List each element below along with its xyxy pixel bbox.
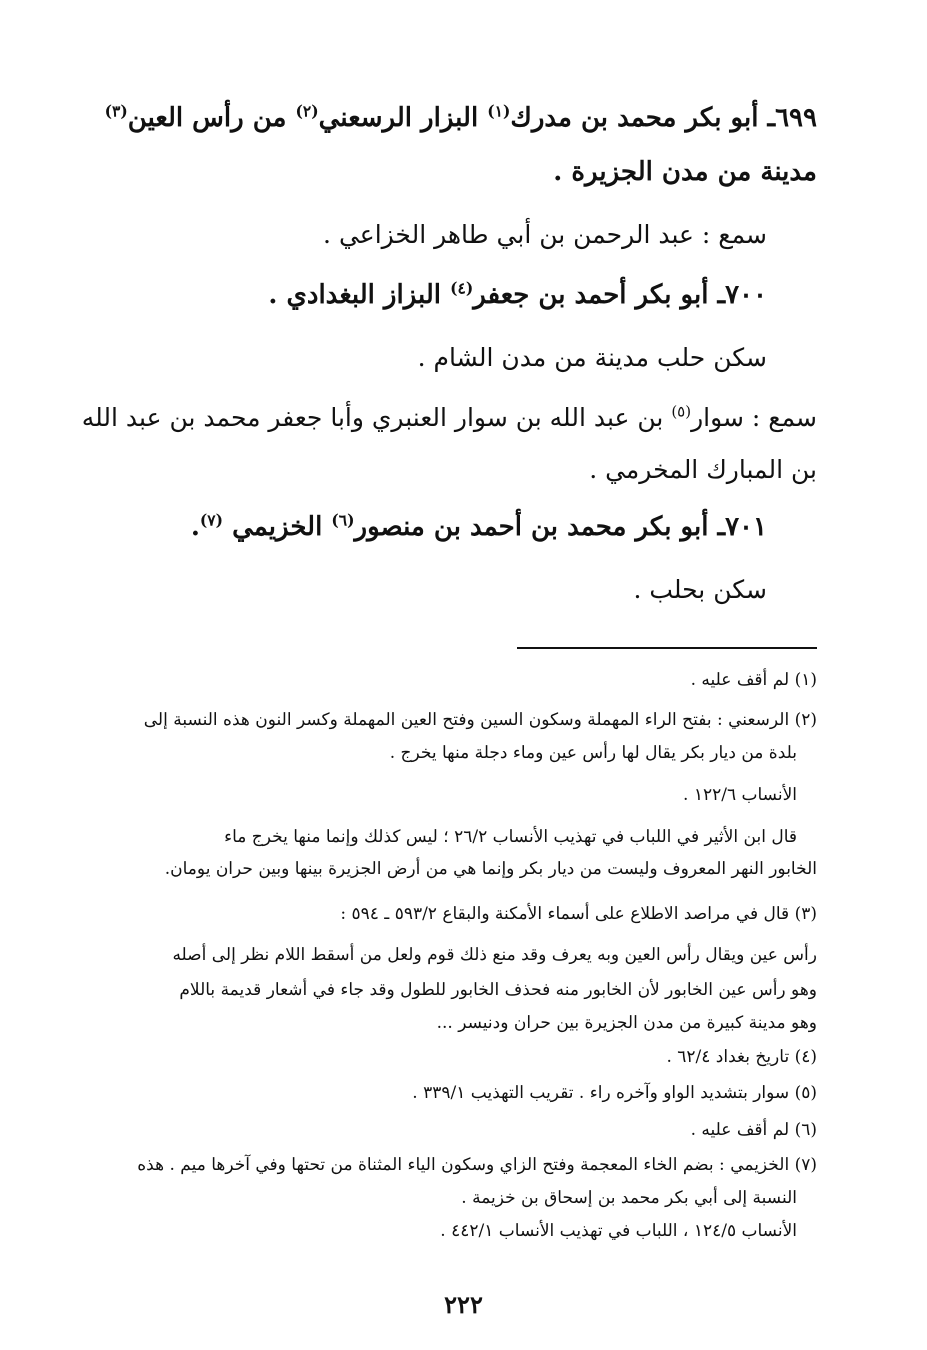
entry-text: سمع : سوار bbox=[691, 403, 817, 432]
footnote-1: (١) لم أقف عليه . bbox=[690, 670, 817, 690]
footnote-5: (٥) سوار بتشديد الواو وآخره راء . تقريب التهذيب ٣٣٩/١ . bbox=[412, 1083, 817, 1103]
footnote-4: (٤) تاريخ بغداد ٦٢/٤ . bbox=[666, 1047, 817, 1067]
footnote-7: (٧) الخزيمي : بضم الخاء المعجمة وفتح الزاي وسكون الياء المثناة من تحتها وفي آخرها ميم . هذه bbox=[137, 1155, 817, 1175]
footnote-ref: (٧) bbox=[199, 510, 224, 530]
footnote-3-quote-1: رأس عين ويقال رأس العين وبه يعرف وقد منع ذلك قوم ولعل من أسقط اللام نظر إلى أصله bbox=[172, 945, 817, 965]
footnote-3: (٣) قال في مراصد الاطلاع على أسماء الأمكنة والبقاع ٥٩٣/٢ ـ ٥٩٤ : bbox=[340, 904, 817, 924]
footnote-2-source: الأنساب ١٢٢/٦ . bbox=[683, 785, 797, 805]
entry-number: ٧٠٠ bbox=[725, 280, 767, 310]
footnote-3-quote-2: وهو رأس عين الخابور لأن الخابور منه فحذف الخابور للطول وقد جاء في أشعار قديمة باللام bbox=[179, 980, 817, 1000]
entry-text: الخزيمي bbox=[223, 512, 332, 542]
entry-701-heading: ٧٠١ـ أبو بكر محمد بن أحمد بن منصور$^{(٦)}$ الخزيمي $^{(٧)}$. bbox=[190, 510, 767, 542]
footnote-ref: (٤) bbox=[450, 278, 474, 298]
footnote-separator bbox=[517, 647, 817, 649]
entry-text: أبو بكر أحمد بن جعفر bbox=[473, 280, 709, 310]
entry-700-heard bbox=[82, 403, 817, 432]
footnote-ref: (١) bbox=[487, 101, 511, 121]
footnote-2: (٢) الرسعني : بفتح الراء المهملة وسكون السين وفتح العين المهملة وكسر النون هذه النسبة إلى bbox=[143, 710, 817, 730]
entry-701-lived: سكن بحلب . bbox=[633, 575, 767, 604]
entry-text: بن عبد الله بن سوار العنبري وأبا جعفر محمد بن عبد الله bbox=[81, 403, 672, 432]
entry-text: أبو بكر محمد بن أحمد بن منصور bbox=[354, 512, 709, 542]
entry-text: أبو بكر محمد بن مدرك bbox=[510, 103, 759, 133]
footnote-ref: (٣) bbox=[104, 101, 128, 121]
entry-text: البزار الرسعني bbox=[318, 103, 488, 133]
footnote-7-source: الأنساب ١٢٤/٥ ، اللباب في تهذيب الأنساب ٤٤٢/١ . bbox=[440, 1221, 797, 1241]
entry-699-heard: سمع : عبد الرحمن بن أبي طاهر الخزاعي . bbox=[323, 220, 767, 249]
entry-text: من رأس العين bbox=[127, 103, 296, 133]
footnote-ref: (٢) bbox=[295, 101, 319, 121]
entry-700-lived: سكن حلب مدينة من مدن الشام . bbox=[417, 343, 767, 372]
entry-699-continuation: مدينة من مدن الجزيرة . bbox=[553, 157, 817, 187]
entry-699-heading: ٦٩٩ـ أبو بكر محمد بن مدرك$^{(١)}$ البزار الرسعني$^{(٢)}$ من رأس العين$^{(٣)}$ bbox=[104, 101, 817, 133]
entry-700-heard-continuation: بن المبارك المخرمي . bbox=[589, 455, 817, 484]
entry-text: . bbox=[190, 512, 200, 542]
footnote-2-continuation: بلدة من ديار بكر يقال لها رأس عين وماء دجلة منها يخرج . bbox=[389, 743, 797, 763]
footnote-3-quote-3: وهو مدينة كبيرة من مدن الجزيرة بين حران ودنيسر ... bbox=[436, 1013, 817, 1033]
footnote-2-quote: قال ابن الأثير في اللباب في تهذيب الأنساب ٢٦/٢ ؛ ليس كذلك وإنما منها يخرج ماء bbox=[224, 827, 797, 847]
page-number: ٢٢٢ bbox=[444, 1290, 483, 1319]
footnote-2-quote-continuation: الخابور النهر المعروف وليست من ديار بكر وإنما هي من أرض الجزيرة بينها وبين حران يومان. bbox=[164, 859, 817, 879]
footnote-7-continuation: النسبة إلى أبي بكر محمد بن إسحاق بن خزيمة . bbox=[461, 1188, 797, 1208]
entry-text: البزاز البغدادي . bbox=[268, 280, 451, 310]
entry-number: ٧٠١ bbox=[725, 512, 767, 542]
footnote-ref: (٦) bbox=[331, 510, 355, 530]
entry-700-heading: ٧٠٠ـ أبو بكر أحمد بن جعفر$^{(٤)}$ البزاز البغدادي . bbox=[268, 278, 767, 310]
entry-number: ٦٩٩ bbox=[775, 103, 817, 133]
footnote-6: (٦) لم أقف عليه . bbox=[690, 1120, 817, 1140]
footnote-ref: (٥) bbox=[671, 402, 692, 421]
